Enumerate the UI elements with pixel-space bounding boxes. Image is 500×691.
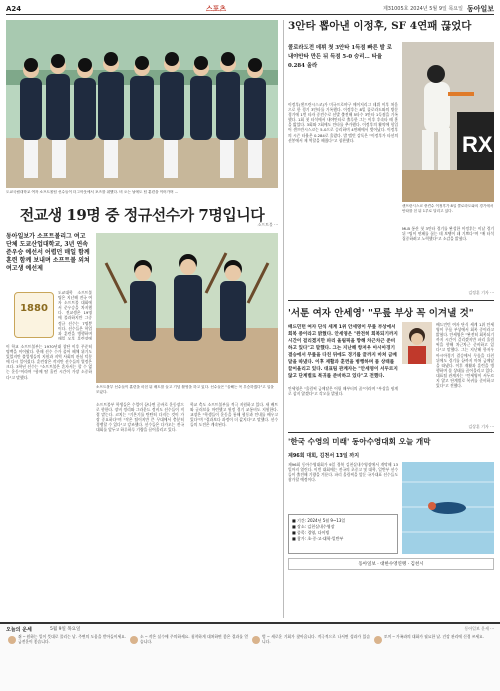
horoscope-section — [0, 622, 500, 691]
zodiac-text: 토끼 ─ 가족과의 대화가 필요한 날. 건강 관리에 신경 쓰세요. — [384, 634, 484, 639]
photo-caption: 도쿄국립대학교 여자 소프트볼팀 선수들이 더그아웃에서 포즈를 취했다. 비 오는 날에도 팀 훈련을 이어가며 ... — [6, 190, 179, 194]
article-body-a: 도쿄대학 소프트볼팀은 지난해 전국 여자 소프트볼 대회에서 준우승을 차지했다. 전교생은 19명에 불과하지만 그중 정규 선수는 7명뿐이다. 선수들은 학업과 훈련을 병행하며 매일 오후 훈련장에 — [58, 290, 92, 340]
article-body-an: 배드민턴 여자 단식 세계 1위 안세영이 무릎 부상에서 회복 중이라고 밝혔다. 안세영은 "완전히 회복되기까지 시간이 걸리겠지만 파리 올림픽을 향해 차근차근 준비하고 있다"고 말했다. 그는 지난해 항저우 아시아경기 결승에서 무릎을 다친 뒤에도 경기를 끝까지 마쳐 금메달을 따냈다. 이후 재활과 훈련을 병행하며 몸 상태를 끌어올리고 있다. 대표팀 관계자는 "안세영이 서두르지 않고 단계별로 복귀를 준비하고 있다"고 전했다. — [436, 322, 494, 389]
zodiac-item — [372, 634, 492, 691]
event-details: ■ 기간: 2024년 5월 9~13일 ■ 장소: 김천실내수영장 ■ 종목: 경영, 다이빙 ■ 참가: 초·중·고·대학·일반부 — [288, 514, 398, 554]
team-photo-2 — [96, 233, 278, 383]
an-photo — [402, 322, 432, 364]
article-body-an-2: 안세영은 "올림픽 금메달은 어릴 때부터의 꿈"이라며 "부상을 핑계로 삼지 않겠다"고 각오를 밝혔다. — [288, 386, 398, 397]
zodiac-item — [6, 634, 126, 691]
zodiac-text: 쥐 ─ 원하는 일이 뜻대로 풀리는 날. 주변의 도움을 받아들이세요. 금전운이 좋습니다. — [18, 634, 126, 645]
sponsors-strip: 동아일보 · 대한수영연맹 · 김천시 — [288, 558, 494, 570]
zodiac-icon — [374, 636, 382, 644]
article-body-lee-2: MLB 통산 첫 3안타 경기를 완성한 이정후는 이날 경기 뒤 "팀이 연패를 끊는 데 보탬이 돼 기쁘다"며 "매 타석 집중하려고 노력했다"고 소감을 밝혔다. — [402, 226, 494, 242]
photo2-caption: 소프트볼부 선수들이 훈련을 마친 뒤 배트를 들고 기념 촬영을 하고 있다. 선수들은 "올해는 꼭 우승하겠다"고 입을 모았다. — [96, 385, 274, 394]
swim-photo — [402, 462, 494, 554]
team-photo — [6, 20, 278, 188]
column-divider — [283, 20, 284, 618]
zodiac-icon — [130, 636, 138, 644]
byline-softball: 소프트볼 ··· — [257, 222, 278, 227]
subhead-an: 배드민턴 여자 단식 세계 1위 안세영이 무릎 부상에서 회복 중이라고 밝혔다. 안세영은 "완전히 회복되기까지 시간이 걸리겠지만 파리 올림픽을 향해 차근차근 준비하고 있다"고 말했다. 그는 지난해 항저우 아시아경기 결승에서 무릎을 다친 뒤에도 경기를 끝까지 마쳐 금메달을 따냈다. 이후 재활과 훈련을 병행하며 몸 상태를 끌어올리고 있다. 대표팀 관계자는 "안세영이 서두르지 않고 단계별로 복귀를 준비하고 있다"고 전했다. — [288, 325, 398, 379]
svg-text:RX: RX — [462, 132, 493, 157]
subhead-swim: 제96회 대회, 김천서 13일 까지 — [288, 453, 360, 459]
player-photo — [402, 42, 494, 202]
horoscope-title: 오늘의 운세 — [6, 627, 32, 633]
page-number: A24 — [6, 4, 22, 13]
article-body-b: 소프트볼부 학생들은 수업이 끝나면 곧바로 운동장으로 향한다. 장비 정리와 그라운드 정비도 선수들이 직접 맡는다. 코치는 "기본기를 탄탄히 다지는 것이 가장 중요하다"며 "작은 팀이지만 큰 무대에서 충분히 경쟁할 수 있다"고 강조했다. 선수들은 다가오는 전국 대회를 앞두고 하루하루 기량을 끌어올리고 있다. — [96, 402, 184, 433]
section-rule-2 — [288, 432, 494, 433]
headline-swim: '한국 수영의 미래' 동아수영대회 오늘 개막 — [288, 437, 431, 446]
headline-lee: 3안타 뽑아낸 이정후, SF 4연패 끊었다 — [288, 20, 472, 32]
headline-softball: 전교생 19명 중 정규선수가 7명입니다 — [19, 206, 265, 224]
subhead-lee: 콜로라도전 데뷔 첫 3안타 1득점 빠른 발 로 내야안타 만든 뒤 득점 5-0 승리… 타율 0.284 올라 — [288, 45, 392, 69]
horoscope-footer: 동아일보 운세 ··· — [464, 626, 494, 631]
zodiac-item — [250, 634, 370, 691]
zodiac-icon — [252, 636, 260, 644]
section-rule — [288, 300, 494, 301]
paper-logo: 동아일보 — [466, 3, 494, 13]
headline-an: '서툰 여자 안세영' "무릎 부상 꼭 이겨낼 것" — [288, 308, 474, 319]
zodiac-text: 범 ─ 새로운 기회가 찾아옵니다. 적극적으로 나서면 성과가 있습니다. — [262, 634, 370, 645]
article-body-c: 학교 측도 소프트볼부를 적극 지원하고 있다. 새 배트와 글러브를 마련했고 원정 경기 교통비도 지원한다. 교장은 "학생들이 운동을 통해 협동과 인내를 배우고 있다"며 "결과보다 과정이 더 값지다"고 말했다. 선수들의 도전은 계속된다. — [190, 402, 278, 428]
player-photo-caption: 샌프란시스코 중견수 이정후가 8일 콜로라도와의 경기에서 안타를 친 뒤 1루로 달리고 있다. — [402, 204, 494, 213]
zodiac-text: 소 ─ 작은 실수에 주의하세요. 침착하게 대처하면 좋은 결과를 얻습니다. — [140, 634, 248, 645]
section-label: 스포츠 — [205, 4, 227, 13]
byline-an: 김상훈 기자 ··· — [468, 424, 494, 429]
byline-lee: 김정훈 기자 ··· — [468, 290, 494, 295]
article-body-a-cont: 이 학교 소프트볼부는 1970년대 창단 이후 꾸준히 명맥을 이어왔다. 한때 선수 수가 줄어 해체 위기도 있었지만 졸업생들의 지원과 지역 사회의 관심 덕분에 다시 일어섰다. 훈련장은 작지만 선수들의 열정은 크다. 3학년 선수는 "소프트볼은 혼자서는 할 수 없는 운동"이라며 "함께 땀 흘린 시간이 가장 소중하다"고 말했다. — [6, 344, 92, 380]
article-body-swim: 제96회 동아수영대회가 9일 경북 김천실내수영장에서 개막해 13일까지 열린다. 이번 대회에는 전국의 초중고 및 대학, 일반부 선수들이 출전해 기량을 겨룬다. 파리 올림픽을 앞둔 국가대표 선수들도 참가할 예정이다. — [288, 462, 398, 483]
masthead — [6, 3, 494, 15]
article-body-lee: 이정후(샌프란시스코)가 미국프로야구 메이저리그 데뷔 이후 처음으로 한 경기 3안타를 기록했다. 이정후는 8일 콜로라도와의 방문경기에 1번 타자 중견수로 선발 출전해 5타수 3안타 1득점을 기록했다. 1회 첫 타석에서 내야안타로 출루한 그는 이후 후속타 때 홈을 밟았다. 3회와 7회에도 안타를 추가했다. 이정후의 활약에 힘입어 샌프란시스코는 5-0으로 승리하며 4연패에서 벗어났다. 이정후의 시즌 타율은 0.284로 올랐다. 밥 멜빈 감독은 "이정후가 타선의 선봉에서 제 역할을 해줬다"고 칭찬했다. — [288, 102, 398, 143]
zodiac-item — [128, 634, 248, 691]
issue-info: 제31005호 2024년 5월 9일 목요일 — [382, 6, 463, 12]
zodiac-icon — [8, 636, 16, 644]
horoscope-date: 5월 9일 목요일 — [50, 627, 81, 632]
subhead-softball: 동아일보가 소프트볼리그 여고 단체 도쿄산업대학교, 3년 연속 준우승 예선서 어렵던 매일 함께 훈련 함께 보내며 소프트볼 외쳐 여고생 예선제 — [6, 233, 90, 272]
school-logo — [14, 292, 54, 338]
logo-number: 1880 — [20, 303, 48, 314]
